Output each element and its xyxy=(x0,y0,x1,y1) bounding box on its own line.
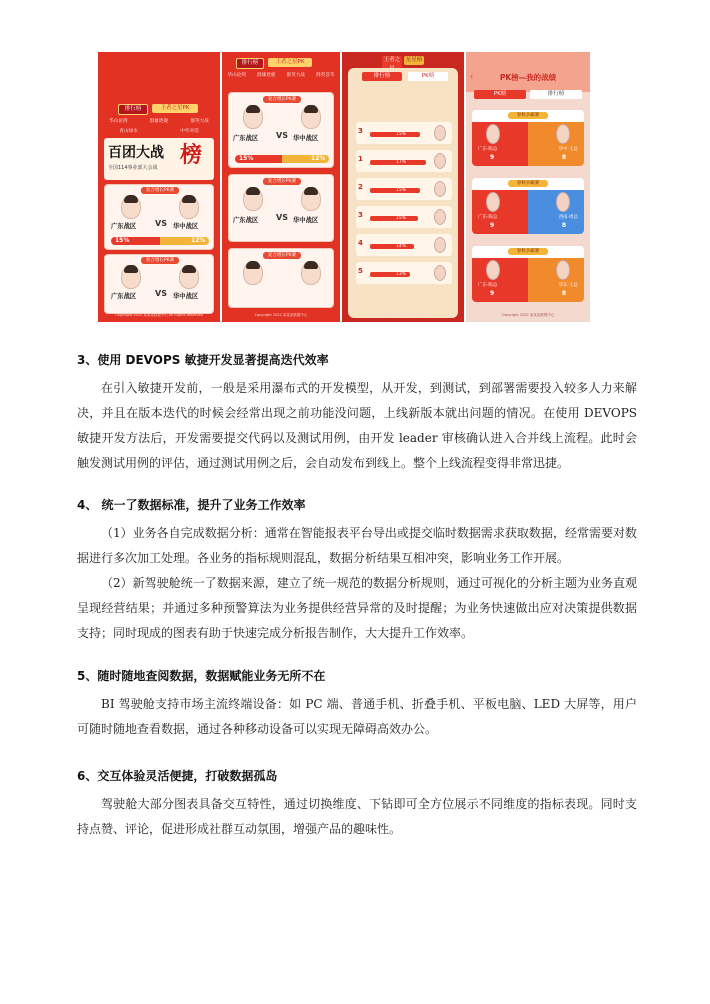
badge: 王者之 xyxy=(382,56,402,74)
rank-bar xyxy=(370,216,418,221)
card-banner: 春秋争霸赛 xyxy=(508,112,548,119)
rank-pct: 17% xyxy=(396,160,407,165)
hero-banner xyxy=(104,138,214,180)
avatar xyxy=(434,125,446,141)
rank-pct: 14% xyxy=(396,244,407,249)
rank-number: 2 xyxy=(358,183,363,191)
nav-bar-2 xyxy=(98,128,220,134)
pk-card xyxy=(228,248,334,308)
nav-item: 群雄逐鹿 xyxy=(149,119,169,124)
section-heading: 3、使用 DEVOPS 敏捷开发显著提高迭代效率 xyxy=(77,353,329,367)
rank-pct: 15% xyxy=(396,188,407,193)
left-pct: 15% xyxy=(239,155,254,162)
rank-number: 3 xyxy=(358,127,363,135)
section-4 xyxy=(77,497,637,646)
pk-pill: 复合增长PK赛 xyxy=(263,178,301,185)
paragraph: （2）新驾驶舱统一了数据来源，建立了统一规范的数据分析规则，通过可视化的分析主题为业务直观呈现经营结果；并通过多种预警算法为业务提供经营异常的及时提醒；为业务快速做出应对决策提供数据支持；同时现成的图表有助于快速完成分析报告制作，大大提升工作效率。 xyxy=(77,576,637,640)
tab-pk[interactable]: PK榜 xyxy=(474,90,526,99)
rank-row xyxy=(356,234,452,256)
rank-row xyxy=(356,122,452,144)
vs-label: VS xyxy=(276,131,288,140)
pk-pill: 复合增长PK赛 xyxy=(141,257,179,264)
right-pct: 12% xyxy=(191,237,206,244)
rank-bar xyxy=(370,244,414,249)
footer: Copyright 2022 某某某数据中心 xyxy=(254,313,308,317)
rank-bar xyxy=(370,188,420,193)
rank-row xyxy=(356,206,452,228)
avatar xyxy=(434,153,446,169)
nav-item: 华山论剑 xyxy=(109,119,128,124)
avatar xyxy=(556,124,570,144)
left-name: 广东·陈总 xyxy=(478,215,498,220)
hero-subtitle: 全国114事业部大会战 xyxy=(108,165,158,171)
right-name: 华中·王总 xyxy=(558,147,578,152)
right-team: 华中战区 xyxy=(173,223,199,230)
tab-rank: 排行榜 xyxy=(236,58,264,69)
right-team: 华中战区 xyxy=(173,293,199,300)
avatar xyxy=(301,105,321,129)
rank-row xyxy=(356,150,452,172)
tab-pk: PK榜 xyxy=(408,72,448,81)
screenshot-my-pk xyxy=(466,52,590,322)
paragraph: 在引入敏捷开发前，一般是采用瀑布式的开发模型，从开发，到测试，到部署需要投入较多人力来解决，并且在版本迭代的时候会经常出现之前功能没问题，上线新版本就出问题的情况。在使用 DEVOPS 敏捷开发方法后，开发需要提交代码以及测试用例，由开发 leader 审核确认进入合并线上流程。此时会触发测试用例的评估，通过测试用例之后，会自动发布到线上。整个上线流程变得非常迅捷。 xyxy=(77,381,637,470)
hero-title: 百团大战 xyxy=(108,145,164,161)
nav-bar xyxy=(222,72,340,78)
card-banner: 春秋争霸赛 xyxy=(508,248,548,255)
screenshot-ranking xyxy=(342,52,464,322)
app-screenshots xyxy=(98,52,590,322)
pk-card xyxy=(228,92,334,168)
pk-pill: 复合增长PK赛 xyxy=(263,96,301,103)
section-heading: 5、随时随地查阅数据，数据赋能业务无所不在 xyxy=(77,669,326,683)
avatar xyxy=(434,265,446,281)
avatar xyxy=(243,261,263,285)
avatar xyxy=(121,265,141,289)
tab-pk: 王者之星PK xyxy=(152,104,198,113)
avatar xyxy=(556,260,570,280)
avatar xyxy=(486,124,500,144)
nav-item: 群英荟萃 xyxy=(316,73,335,78)
pk-result-card xyxy=(472,178,584,234)
ranking-panel xyxy=(348,68,458,318)
avatar xyxy=(486,260,500,280)
section-heading: 6、交互体验灵活便捷，打破数据孤岛 xyxy=(77,769,278,783)
avatar xyxy=(179,265,199,289)
left-score: 9 xyxy=(490,222,495,229)
nav-item: 中外对话 xyxy=(180,129,199,134)
left-team: 广东战区 xyxy=(111,293,137,300)
rank-number: 4 xyxy=(358,239,363,247)
paragraph: BI 驾驶舱支持市场主流终端设备：如 PC 端、普通手机、折叠手机、平板电脑、LED 大屏等，用户可随时随地查看数据，通过各种移动设备可以实现无障碍高效办公。 xyxy=(77,697,637,736)
avatar xyxy=(243,187,263,211)
footer: Copyright 2022 某某某数据中心 xyxy=(376,313,430,317)
rank-number: 1 xyxy=(358,155,363,163)
avatar xyxy=(486,192,500,212)
badge: 星星榜 xyxy=(405,57,423,63)
avatar xyxy=(434,237,446,253)
vs-label: VS xyxy=(155,289,167,298)
screenshot-pk-list xyxy=(222,52,340,322)
left-score: 9 xyxy=(490,154,495,161)
pk-result-card xyxy=(472,110,584,166)
hero-title-mark: 榜 xyxy=(180,143,203,168)
avatar xyxy=(301,261,321,285)
footer: Copyright 2022 某某某数据中心 xyxy=(501,313,555,317)
nav-item: 群英大战 xyxy=(190,119,209,124)
pk-card xyxy=(228,174,334,242)
rank-number: 3 xyxy=(358,211,363,219)
rank-number: 5 xyxy=(358,267,363,275)
rank-pct: 15% xyxy=(396,216,407,221)
section-5 xyxy=(77,668,637,742)
tab-rank: 排行榜 xyxy=(362,72,402,81)
nav-item: 群雄逐鹿 xyxy=(257,73,276,78)
right-score: 8 xyxy=(561,154,566,161)
rank-row xyxy=(356,178,452,200)
avatar xyxy=(243,105,263,129)
paragraph: 驾驶舱大部分图表具备交互特性，通过切换维度、下钻即可全方位展示不同维度的指标表现。同时支持点赞、评论，促进形成社群互动氛围，增强产品的趣味性。 xyxy=(77,797,637,836)
right-score: 8 xyxy=(561,290,566,297)
vs-label: VS xyxy=(276,213,288,222)
page-title: PK榜—我的战绩 xyxy=(499,73,557,82)
avatar xyxy=(121,195,141,219)
left-team: 广东战区 xyxy=(233,217,259,224)
left-name: 广东·陈总 xyxy=(478,283,498,288)
left-team: 广东战区 xyxy=(111,223,137,230)
avatar xyxy=(179,195,199,219)
rank-row xyxy=(356,262,452,284)
pk-pill: 复合增长PK赛 xyxy=(141,187,179,194)
section-6 xyxy=(77,768,637,842)
paragraph: （1）业务各自完成数据分析：通常在智能报表平台导出或提交临时数据需求获取数据，经常需要对数据进行多次加工处理。各业务的指标规则混乱，数据分析结果互相冲突，影响业务工作开展。 xyxy=(77,526,637,565)
left-score: 9 xyxy=(490,290,495,297)
avatar xyxy=(301,187,321,211)
back-icon[interactable]: ‹ xyxy=(470,72,474,81)
tab-rank[interactable]: 排行榜 xyxy=(530,90,582,99)
rank-pct: 13% xyxy=(396,272,407,277)
card-banner: 春秋争霸赛 xyxy=(508,180,548,187)
nav-bar xyxy=(98,118,220,124)
section-3 xyxy=(77,352,637,476)
left-name: 广东·陈总 xyxy=(478,147,498,152)
nav-item: 华山论剑 xyxy=(227,73,246,78)
avatar xyxy=(556,192,570,212)
rank-pct: 15% xyxy=(396,132,407,137)
nav-item: 青山绿水 xyxy=(119,129,138,134)
vs-label: VS xyxy=(155,219,167,228)
nav-item: 群英大战 xyxy=(286,73,305,78)
right-name: 华东·王总 xyxy=(558,283,578,288)
right-pct: 12% xyxy=(311,155,326,162)
rank-bar xyxy=(370,132,420,137)
right-team: 华中战区 xyxy=(293,135,319,142)
tab-rank: 排行榜 xyxy=(118,104,148,115)
left-team: 广东战区 xyxy=(233,135,259,142)
tab-pk: 王者之星PK xyxy=(268,58,312,67)
left-pct: 15% xyxy=(115,237,130,244)
section-heading: 4、 统一了数据标准，提升了业务工作效率 xyxy=(77,498,306,512)
right-name: 西南·周总 xyxy=(558,215,578,220)
pk-pill: 复合增长PK赛 xyxy=(263,252,301,259)
right-team: 华中战区 xyxy=(293,217,319,224)
right-score: 8 xyxy=(561,222,566,229)
avatar xyxy=(434,209,446,225)
pk-card xyxy=(104,254,214,314)
footer: Copyright 2022 某某某数据中心 All Rights Reserved xyxy=(115,313,203,317)
pk-result-card xyxy=(472,246,584,302)
pk-card xyxy=(104,184,214,250)
screenshot-leaderboard-home xyxy=(98,52,220,322)
avatar xyxy=(434,181,446,197)
